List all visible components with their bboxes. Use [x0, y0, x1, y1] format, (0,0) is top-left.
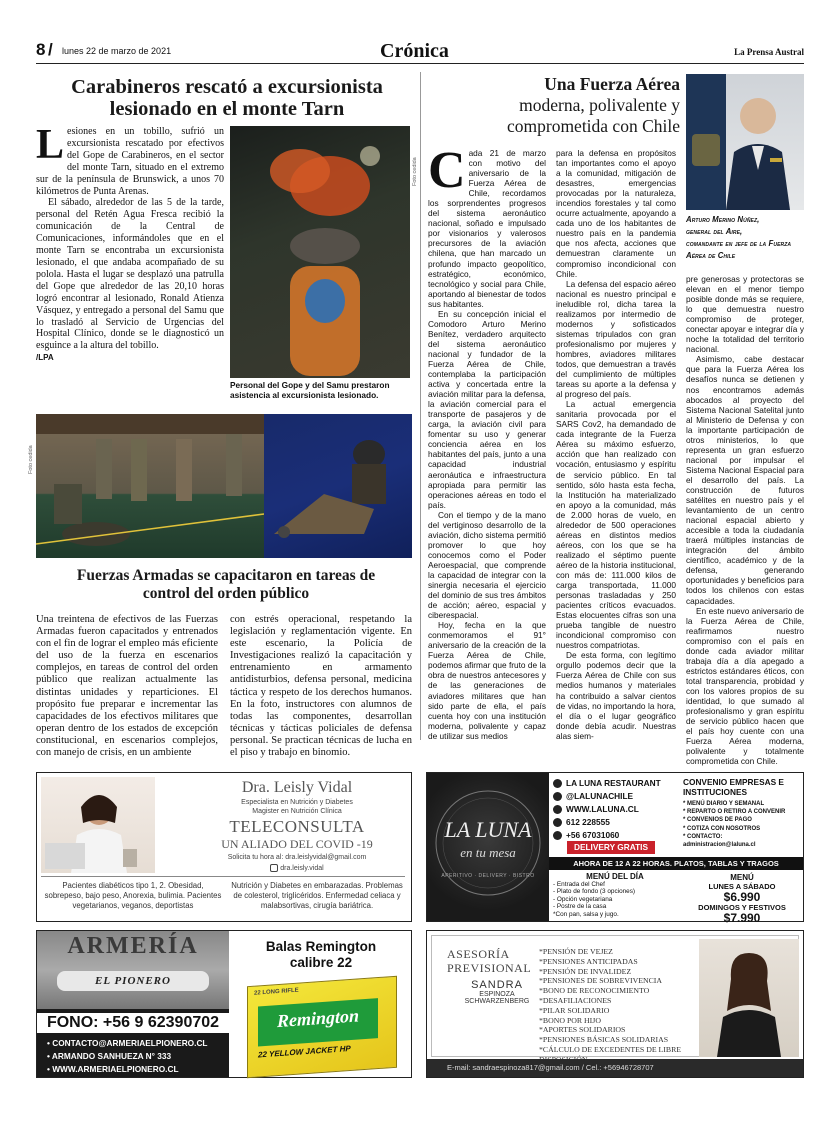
la-luna-convenio-item: * MENÚ DIARIO Y SEMANAL: [683, 801, 765, 807]
article2-col1: Una treintena de efectivos de las Fuerzas Armadas fueron capacitados y entrenados con el fin de lograr el empleo más eficiente del uso de la fuerza en escenarios complejos, en tareas de control del orden público que realizan actualmente las distintas unidades y reparticiones. El propósito fue preparar e incrementar las capacidades de los efectivos militares que operan dentro de los estados de excepción constitucional, en escenarios complejos, con manejo de crisis, en un ambiente: [36, 614, 218, 759]
article3-headline-line1: Una Fuerza Aérea: [544, 74, 680, 94]
article3-headline-line2: moderna, polivalente y: [519, 95, 680, 115]
article3-drop-cap: C: [428, 142, 466, 199]
la-luna-phone1-row: [553, 816, 679, 829]
nutritionist-photo: [41, 777, 155, 873]
armeria-email-text[interactable]: CONTACTO@ARMERIAELPIONERO.CL: [52, 1038, 208, 1048]
la-luna-instagram: @LALUNACHILE: [566, 791, 634, 801]
asesoria-service-item: *PENSIONES DE SOBREVIVENCIA: [539, 976, 663, 986]
armeria-right-title: [233, 939, 409, 971]
asesoria-photo: [699, 939, 799, 1057]
nutritionist-subtitle1: Especialista en Nutrición y Diabetes: [241, 799, 353, 806]
armeria-address: [47, 1050, 227, 1063]
asesoria-surname1: ESPINOZA: [479, 991, 515, 998]
nutritionist-left-text: Pacientes diabéticos tipo 1, 2. Obesidad, sobrepeso, bajo peso, Anorexia, bulimia. Pacientes vegetarianos, veganos, deportistas: [44, 881, 222, 910]
bullet-icon: •: [47, 1064, 53, 1074]
ad-nutritionist: [36, 772, 412, 922]
page-number-slash: /: [48, 40, 53, 59]
training-photo-left: [36, 414, 264, 558]
article3-headline-line3: comprometida con Chile: [506, 116, 680, 136]
la-luna-logo: [427, 773, 549, 921]
ammo-box-product: 22 YELLOW JACKET HP: [258, 1043, 351, 1060]
article3-col3-p3: En este nuevo aniversario de la Fuerza Aérea de Chile, reafirmamos nuestro compromiso con el país en donde cada aviador militar trabaja día a día apegado a estrictos estándares éticos, con total transparencia, probidad y con los valores propios de su identidad, lo que sumado al profesionalismo y gran espíritu de servicio público hacen que el país hoy cuente con una Fuerza Aérea moderna, polivalente y totalmente comprometida con Chile.: [686, 605, 804, 767]
article3-col2-p3: La actual emergencia sanitaria provocada por el SARS Cov2, ha demandado de cada integrante de la Fuerza Aérea su máximo esfuerzo, acción que han realizado con vocación, entusiasmo y espíritu de servicio público. En tal sentido, sólo hasta esta fecha, la Institución ha materializado en apoyo a la comunidad, más de 2.000 horas de vuelo, en alrededor de 500 operaciones aéreas en distintos medios aéreos, con los que se ha realizado el séptimo puente aéreo de la historia institucional, con más de: 111.000 kilos de carga transportada, 11.000 personas trasladadas y 250 pacientes críticos evacuados. Estas elocuentes cifras son una prueba tangible de nuestro incondicional compromiso con nuestros compatriotas.: [556, 399, 676, 651]
nutritionist-instagram: dra.leisly.vidal: [280, 864, 324, 872]
la-luna-convenio: [683, 777, 801, 849]
ammo-box: [247, 976, 397, 1078]
ad-asesoria: [426, 930, 804, 1078]
asesoria-service-item: *PENSIONES ANTICIPADAS: [539, 956, 638, 966]
asesoria-service-item: *PILAR SOLIDARIO: [539, 1005, 610, 1015]
armeria-contact-list: [47, 1037, 227, 1076]
bullet-icon: •: [47, 1038, 53, 1048]
training-photo-right: [264, 414, 412, 558]
asesoria-name-block: [447, 979, 547, 1005]
armeria-right-title-line1: Balas Remington: [265, 939, 377, 954]
la-luna-restaurant-row: [553, 777, 679, 790]
article1-body: El sábado, alrededor de las 5 de la tarde, personal del Retén Agua Fresca recibió la comunicación de la Central de Comunicaciones, informándoles que en el monte Tarn se encontraba un excursionista lesionado, el que andaba acompañado de su polola. Hasta el lugar se desplazó una patrulla del Gope que alrededor de las 20,10 horas logró encontrar al lesionado, Ronald Atienza Vásquez, y entregado a personal del Samu que lo trasladó al Servicio de Urgencias del Hospital Clínico, donde se le diagnosticó un esguince a la altura del tobillo.: [36, 197, 224, 352]
la-luna-menu-item: - Plato de fondo (3 opciones): [553, 888, 636, 896]
la-luna-restaurant: LA LUNA RESTAURANT: [566, 778, 661, 788]
la-luna-menu-dia: [553, 873, 677, 919]
ammo-box-brand: Remington: [276, 1005, 360, 1032]
ammo-box-top: 22 LONG RIFLE: [254, 987, 299, 997]
article2-col2: con estrés operacional, respetando la legislación y reglamentación vigente. En este escenario, la Policía de Investigaciones realizó la capacitación y entrenamiento en armamento antidisturbios, defensa personal, medicina táctica y respeto de los derechos humanos. En la foto, instructores con alumnos de todas las componentes, desarrollan técnicas y tácticas policiales de defensa personal. Se practican técnicas de lucha en el piso y trabajo en binomio.: [230, 614, 412, 759]
portrait-caption-name: Arturo Merino Núñez,: [686, 215, 760, 224]
la-luna-instagram-row: [553, 790, 679, 803]
armeria-panel: [37, 931, 229, 1077]
article3-col2-p2: La defensa del espacio aéreo nacional es nuestro principal e ineludible rol, dicha tarea la realizamos por intermedio de modernos y sofisticados sistemas tripulados con gran profesionalismo por mujeres y hombres, aviadores militares todos, que demuestran a través del cumplimiento de múltiples tareas su aporte a la defensa y al progreso del país.: [556, 278, 676, 400]
armeria-web-text[interactable]: WWW.ARMERIAELPIONERO.CL: [52, 1064, 179, 1074]
armeria-right-title-line2: calibre 22: [289, 955, 353, 970]
la-luna-convenio-item: * CONVENIOS DE PAGO: [683, 817, 752, 824]
la-luna-convenio-email: administracion@laluna.cl: [683, 842, 756, 849]
portrait-caption-role: comandante en jefe de la Fuerza Aérea de Chile: [686, 239, 792, 260]
armeria-web[interactable]: [47, 1063, 227, 1076]
article1-drop-cap: L: [36, 122, 65, 168]
asesoria-service-item: *PENSIÓN DE INVALIDEZ: [539, 966, 632, 976]
teleconsulta-title: TELECONSULTA: [229, 817, 365, 836]
asesoria-service-item: *PENSIÓN DE VEJEZ: [539, 947, 613, 956]
la-luna-menu-item: *Con pan, salsa y jugo.: [553, 910, 619, 918]
la-luna-sunday-days: DOMINGOS Y FESTIVOS: [698, 903, 786, 912]
la-luna-phone2: +56 67031060: [566, 830, 620, 840]
la-luna-prices: [683, 873, 801, 924]
asesoria-service-item: *BONO POR HIJO: [539, 1015, 601, 1025]
asesoria-service-item: *APORTES SOLIDARIOS: [539, 1025, 626, 1035]
nutritionist-contact: Solicita tu hora al: dra.leislyvidal@gmail.com: [227, 854, 367, 861]
instagram-icon: [270, 864, 278, 872]
article2-photo-credit: Foto cedida: [28, 445, 34, 474]
asesoria-title-line1: ASESORÍA: [447, 947, 510, 961]
asesoria-service-item: *BONO DE RECONOCIMIENTO: [539, 986, 650, 996]
issue-date: lunes 22 de marzo de 2021: [62, 46, 172, 56]
la-luna-menu-item: - Postre de la casa: [553, 903, 607, 911]
la-luna-convenio-item: * CONTACTO:: [683, 833, 723, 840]
phone-icon: [553, 818, 562, 827]
page-header: [36, 40, 804, 64]
article3-col1-p3: Con el tiempo y de la mano del vertiginoso desarrollo de la aviación, dicho sistema permitió promover lo que hoy conocemos como el Poder Aeroespacial, que comprende la capacidad de integrar con la sinergia necesaria el ejercicio del dominio de sus tres ámbitos de acción; aéreo, espacial y ciberespacial.: [428, 509, 546, 621]
ad-la-luna: [426, 772, 804, 925]
portrait-caption: [686, 214, 804, 262]
la-luna-logo-arc: APERITIVO · DELIVERY · BISTRO: [441, 873, 535, 879]
la-luna-convenio-item: * COTIZA CON NOSOTROS: [683, 825, 761, 832]
nutritionist-subtitle2: Magister en Nutrición Clínica: [252, 808, 342, 815]
armeria-phone: FONO: +56 9 62390702: [37, 1013, 229, 1033]
ad-armeria: [36, 930, 412, 1078]
rescue-photo: [230, 126, 410, 378]
la-luna-hours-bar: AHORA DE 12 A 22 HORAS. PLATOS, TABLAS Y TRAGOS: [549, 857, 803, 870]
la-luna-week-days: LUNES A SÁBADO: [708, 882, 776, 891]
asesoria-services: [539, 947, 699, 1065]
article3-col2-p4: De esta forma, con legítimo orgullo podemos decir que la Fuerza Aérea de Chile con sus medios humanos y materiales ha contribuido a salvar cientos de vidas, no importando la hora, el día o el lugar geográfico donde debía acudir. Nuestras alas siem-: [556, 650, 676, 741]
la-luna-menu-item: - Entrada del Chef: [553, 880, 605, 888]
la-luna-logo-line2: en tu mesa: [460, 845, 516, 860]
article1-caption: Personal del Gope y del Samu prestaron asistencia al excursionista lesionado.: [230, 380, 390, 400]
armeria-subtitle: EL PIONERO: [57, 971, 209, 991]
asesoria-service-item: *CÁLCULO DE EXCEDENTES DE LIBRE: [539, 1044, 682, 1054]
article3-col3-p1: pre generosas y protectoras se elevan en el menor tiempo posible donde más se requiere, lo que demuestra nuestro compromiso de proteger, conectar apoyar e integrar día y noche la totalidad del territorio nacional.: [686, 274, 804, 355]
asesoria-footer: E-mail: sandraespinoza817@gmail.com / Cel.: +56946728707: [427, 1059, 803, 1077]
la-luna-convenio-item: * REPARTO O RETIRO A CONVENIR: [683, 809, 786, 816]
teleconsulta-tagline: UN ALIADO DEL COVID -19: [221, 837, 373, 851]
nutritionist-right-text: Nutrición y Diabetes en embarazadas. Problemas de colesterol, triglicéridos. Enfermedad celiaca y malabsortivas, cirugía bariátrica.: [231, 881, 403, 910]
web-icon: [553, 805, 562, 814]
article3-col2-p1: para la defensa en propósitos tan importantes como el apoyo a la comunidad, mitigación de desastres, emergencias provocadas por la naturaleza, incendios forestales y tal como ocurre actualmente, apoyando a cada uno de los habitantes de nuestro país en la pandemia que nos afecta, acciones que demuestran claramente un compromiso incondicional con Chile.: [556, 148, 676, 279]
la-luna-menu-week-title: MENÚ: [730, 873, 754, 882]
page-number: 8: [36, 40, 46, 59]
article3-col1-p2: En su concepción inicial el Comodoro Arturo Merino Benítez, verdadero arquitecto del sistema aeronáutico nacional y fundador de la Fuerza Aérea de Chile, contemplaba la participación activa y concertada entre la aviación militar para la defensa, la aviación comercial para el transporte de pasajeros y de carga, la aviación civil para fomentar su uso y generar conciencia aérea en los habitantes del país, junto a una capacidad industrial aeronáutica e infraestructura apropiada para permitir las operaciones aéreas en todo el país.: [428, 308, 546, 510]
la-luna-menu-title: MENÚ DEL DÍA: [586, 872, 644, 881]
instagram-icon: [553, 792, 562, 801]
whatsapp-icon: [553, 831, 562, 840]
article3-col1-p4: Hoy, fecha en la que conmemoramos el 91° aniversario de la creación de la Fuerza Aérea de Chile, podemos afirmar que fruto de la obra de nuestros antecesores y de las generaciones de aviadores militares que han sido parte de ella, el país cuenta hoy con una institución moderna, polivalente y capaz de utilizar sus medios: [428, 620, 546, 741]
instagram-row: [187, 864, 407, 872]
facebook-icon: [553, 779, 562, 788]
article1-lead: esiones en un tobillo, sufrió un excursionista rescatado por efectivos del Gope de Carabineros, en el sector del monte Tarn, situado en el extremo sur de la península de Brunswick, a unos 70 kilómetros de Punta Arenas.: [36, 126, 224, 197]
asesoria-surname2: SCHWARZENBERG: [464, 998, 530, 1005]
asesoria-service-item: *PENSIONES BÁSICAS SOLIDARIAS: [539, 1035, 669, 1045]
la-luna-week-price: $6.990: [723, 890, 761, 904]
la-luna-convenio-title: CONVENIO EMPRESAS E INSTITUCIONES: [683, 777, 784, 797]
article2-headline: Fuerzas Armadas se capacitaron en tareas de control del orden público: [76, 567, 376, 602]
article1-text: [36, 122, 224, 372]
asesoria-title-line2: PREVISIONAL: [447, 961, 532, 975]
armeria-title: ARMERÍA: [67, 933, 199, 959]
la-luna-web[interactable]: WWW.LALUNA.CL: [566, 804, 639, 814]
asesoria-title: [447, 947, 547, 975]
article3-col3: [686, 274, 804, 767]
la-luna-delivery-badge: DELIVERY GRATIS: [567, 841, 655, 854]
article3-headline: [474, 74, 680, 137]
article3-col2: [556, 148, 676, 742]
la-luna-contact-list: [553, 777, 679, 842]
article1-photo-credit: Foto cedida: [412, 157, 418, 186]
article3-col1: [428, 142, 546, 742]
asesoria-service-item: *DESAFILIACIONES: [539, 995, 612, 1005]
la-luna-web-row[interactable]: [553, 803, 679, 816]
section-title: Crónica: [380, 40, 449, 62]
armeria-address-text: ARMANDO SANHUEZA N° 333: [51, 1051, 172, 1061]
ad-divider: [41, 876, 405, 877]
armeria-email[interactable]: [47, 1037, 227, 1050]
la-luna-phone1: 612 228555: [566, 817, 610, 827]
la-luna-logo-line1: LA LUNA: [444, 817, 532, 842]
asesoria-name: SANDRA: [471, 979, 523, 991]
article1-signature: /LPA: [36, 353, 54, 363]
article1-headline: Carabineros rescató a excursionista lesionado en el monte Tarn: [71, 76, 383, 120]
nutritionist-name: Dra. Leisly Vidal: [241, 779, 353, 796]
bullet-icon: •: [47, 1051, 52, 1061]
column-divider: [420, 72, 421, 740]
portrait-photo: [686, 74, 804, 210]
la-luna-menu-item: - Opción vegetariana: [553, 895, 613, 903]
article3-col1-lead: ada 21 de marzo con motivo del aniversario de la Fuerza Aérea de Chile, recordamos los sorprendentes progresos del sistema aeronáutico nacional, soñado e impulsado por visionarios y valerosos precursores de la aviación chilena, que han marcado un profundo impacto geopolítico, estratégico, económico, tecnológico y social para Chile, aportando al bienestar de todos sus habitantes.: [428, 148, 546, 309]
publication-name: La Prensa Austral: [734, 47, 804, 57]
article3-col3-p2: Asimismo, cabe destacar que para la Fuerza Aérea los desafíos nunca se detienen y nos encontramos además abocados al proyecto del Sistema Nacional Satelital junto al Ministerio de Defensa y con la importante participación de otros ministerios, lo que representa un gran esfuerzo nacional por impulsar el Sistema Nacional Espacial para el desarrollo del país. La construcción de futuros satélites en nuestro país y el levantamiento de un centro nacional espacial abierto y accesible a toda la ciudadanía traerá múltiples instancias de integración del ámbito científico, académico y de la defensa, generando oportunidades y beneficios para todos los chilenos con estas capacidades.: [686, 354, 804, 606]
portrait-caption-rank: general del Aire,: [686, 227, 743, 236]
la-luna-sunday-price: $7.990: [723, 911, 761, 925]
